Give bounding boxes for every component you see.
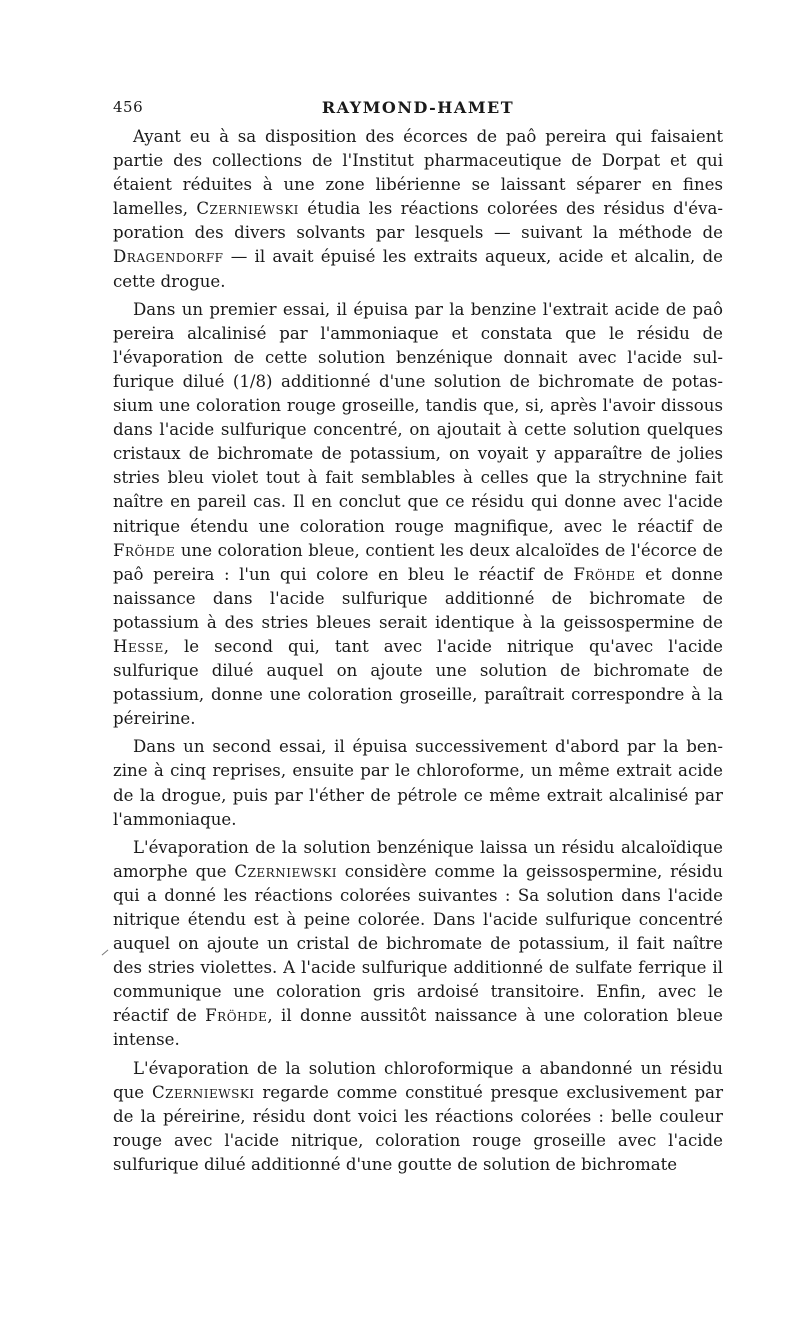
running-head-author: RAYMOND-HAMET	[321, 98, 515, 117]
page-number: 456	[113, 98, 144, 116]
running-head	[113, 98, 723, 120]
text-run: L'évaporation de la solution chloroformique a abandonné un résidu que	[113, 1058, 723, 1102]
text-run: et donne naissance dans l'acide sulfurique additionné de bichromate de potassium à des stries bleues serait identique à la geissospermine de	[113, 564, 723, 632]
text-run: étudia les réactions colorées des résidus d'évaporation des divers solvants par lesquels — suivant la méthode de	[113, 199, 723, 243]
author-name: Czerniewski	[151, 1082, 255, 1102]
text-run: Dans un second essai, il épuisa successivement d'abord par la benzine à cinq reprises, ensuite par le chloroforme, un même extrait acide de la drogue, puis par l'éther de pétrole ce même extrait alcalinisé par l'ammoniaque.	[113, 737, 723, 829]
text-run: — il avait épuisé les extraits aqueux, acide et alcalin, de cette drogue.	[113, 247, 723, 291]
text-run: L'évaporation de la solution benzénique laissa un résidu alcaloïdique amorphe que	[113, 837, 723, 881]
text-run: regarde comme constitué presque exclusivement par de la péreirine, résidu dont voici les réactions colorées : belle couleur rouge avec l'acide nitrique, coloration rouge groseille avec l'acide sulfurique dilué additionné d'une goutte de solution de bichromate	[113, 1082, 724, 1174]
text-run: Dans un premier essai, il épuisa par la benzine l'extrait acide de paô pereira alcalinisé par l'ammoniaque et constata que le résidu de l'évaporation de cette solution benzénique donnait avec l'acide sulfurique dilué (1/8) additionné d'une solution de bichromate de potassium une coloration rouge groseille, tandis que, si, après l'avoir dissous dans l'acide sulfurique concentré, on ajoutait à cette solution quelques cristaux de bichromate de potassium, on voyait y apparaître de jolies stries bleu violet tout à fait semblables à celles que la strychnine fait naître en pareil cas. Il en conclut que ce résidu qui donne avec l'acide nitrique étendu une coloration rouge magnifique, avec le réactif de	[113, 299, 723, 536]
author-name: Fröhde	[205, 1006, 268, 1026]
text-run: une coloration bleue, contient les deux alcaloïdes de l'écorce de paô pereira : l'un qui colore en bleu le réactif de	[113, 540, 723, 584]
text-run: Ayant eu à sa disposition des écorces de paô pereira qui faisaient partie des collections de l'Institut pharmaceutique de Dorpat et qui étaient réduites à une zone libérienne se laissant séparer en fines lamelles,	[113, 127, 723, 219]
author-name: Dragendorff	[113, 247, 224, 267]
paragraph	[113, 1057, 723, 1177]
paragraph	[113, 836, 723, 1053]
text-run: , il donne aussitôt naissance à une coloration bleue intense.	[113, 1006, 723, 1050]
author-name: Fröhde	[113, 540, 176, 560]
author-name: Hesse	[113, 636, 164, 656]
paragraph	[113, 125, 723, 294]
text-run: , le second qui, tant avec l'acide nitrique qu'avec l'acide sulfurique dilué auquel on ajoute une solution de bichromate de potassium, donne une coloration groseille, paraîtrait correspondre à la péreirine.	[113, 636, 723, 729]
paragraph	[113, 298, 723, 732]
text-run: considère comme la geissospermine, résidu qui a donné les réactions colorées suivantes : Sa solution dans l'acide nitrique étendu est à peine colorée. Dans l'acide sulfurique concentré auquel on ajoute un cristal de bichromate de potassium, il fait naître des stries violettes. A l'acide sulfurique additionné de sulfate ferrique il communique une coloration gris ardoisé transitoire. Enfin, avec le réactif de	[113, 861, 723, 1026]
pencil-mark	[102, 950, 109, 956]
paragraph	[113, 735, 723, 831]
author-name: Czerniewski	[196, 199, 299, 219]
author-name: Czerniewski	[234, 861, 337, 881]
author-name: Fröhde	[573, 564, 636, 584]
body-text	[113, 125, 723, 1181]
